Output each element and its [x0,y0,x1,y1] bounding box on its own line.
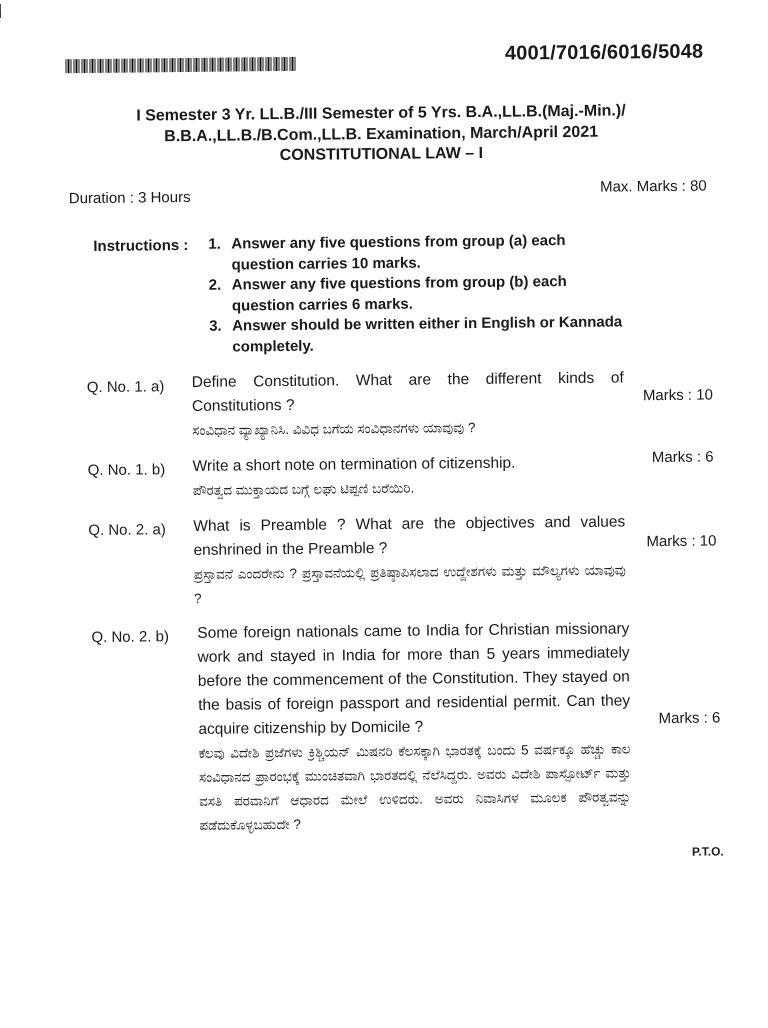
question-text: Write a short note on termination of citizenship. [192,454,516,475]
question-marks: Marks : 10 [646,532,717,551]
instruction-item [209,311,629,357]
question-label: Q. No. 2. b) [91,628,170,647]
question-text: Some foreign nationals came to India for Christian missionary work and stayed in India for more than 5 years immediately before the commencement of the Constitution. They stayed on the basis of foreign passport and residential permit. Can they acquire citizenship by Domicile ? [197,620,631,738]
instruction-text: Answer should be written either in English or Kannada completely. [232,313,623,356]
instruction-item [208,229,628,275]
please-turn-over: P.T.O. [691,844,724,859]
instruction-item [209,270,629,316]
paper-code: 4001/7016/6016/5048 [504,40,704,65]
subject-title: CONSTITUTIONAL LAW – I [279,144,484,165]
instruction-text: Answer any five questions from group (b) each question carries 6 marks. [231,273,567,315]
question-body [193,510,626,611]
question-text-kannada: ಕೆಲವು ವಿದೇಶಿ ಪ್ರಜೆಗಳು ಕ್ರಿಶ್ಚಿಯನ್ ಮಿಷನರಿ ಕೆಲಸಕ್ಕಾಗಿ ಭಾರತಕ್ಕೆ ಬಂದು 5 ವರ್ಷಕ್ಕೂ ಹೆಚ್ಚು ಕಾಲ ಸಂವಿಧಾನದ ಪ್ರಾರಂಭಕ್ಕೆ ಮುಂಚಿತವಾಗಿ ಭಾರತದಲ್ಲಿ ನೆಲೆಸಿದ್ದರು. ಅವರು ವಿದೇಶಿ ಪಾಸ್ಪೋರ್ಟ್ ಮತ್ತು ವಸತಿ ಪರವಾನಿಗೆ ಆಧಾರದ ಮೇಲೆ ಉಳಿದರು. ಅವರು ನಿವಾಸಿಗಳ ಮೂಲಕ ಪೌರತ್ವವನ್ನು ಪಡೆದುಕೊಳ್ಳಬಹುದೇ ? [198,741,632,833]
exam-title-line-2: B.B.A.,LL.B./B.Com.,LL.B. Examination, March/April 2021 [164,123,599,146]
instructions-label: Instructions : [93,236,189,255]
question-label: Q. No. 2. a) [88,521,166,540]
exam-title-line-1: I Semester 3 Yr. LL.B./III Semester of 5 Yrs. B.A.,LL.B.(Maj.-Min.)/ [136,102,626,125]
instruction-number: 1. [208,235,221,253]
question-label: Q. No. 1. a) [86,378,165,397]
question-body [197,617,631,838]
question-marks: Marks : 6 [651,448,714,467]
max-marks: Max. Marks : 80 [599,177,707,196]
instruction-number: 2. [208,276,222,294]
scan-corner-mark [0,4,1,18]
question-label: Q. No. 1. b) [87,461,166,480]
question-marks: Marks : 6 [658,709,721,728]
barcode [65,57,297,73]
duration: Duration : 3 Hours [68,188,191,208]
question-text-kannada: ಪೌರತ್ವದ ಮುಕ್ತಾಯದ ಬಗ್ಗೆ ಲಘು ಟಿಪ್ಪಣಿ ಬರೆಯಿರಿ. [192,480,415,498]
question-body [192,366,625,443]
question-text: Define Constitution. What are the different kinds of Constitutions ? [191,369,624,415]
question-text-kannada: ಸಂವಿಧಾನ ವ್ಯಾಖ್ಯಾನಿಸಿ. ವಿವಿಧ ಬಗೆಯ ಸಂವಿಧಾನಗಳು ಯಾವುವು ? [192,419,476,438]
question-text: What is Preamble ? What are the objectives and values enshrined in the Preamble ? [193,513,626,559]
question-marks: Marks : 10 [642,386,714,405]
question-text-kannada: ಪ್ರಸ್ತಾವನೆ ಎಂದರೇನು ? ಪ್ರಸ್ತಾವನೆಯಲ್ಲಿ ಪ್ರತಿಷ್ಠಾಪಿಸಲಾದ ಉದ್ದೇಶಗಳು ಮತ್ತು ಮೌಲ್ಯಗಳು ಯಾವುವು ? [193,562,626,606]
question-body [193,450,625,503]
instruction-number: 3. [209,317,222,335]
instruction-text: Answer any five questions from group (a) each question carries 10 marks. [231,232,566,274]
